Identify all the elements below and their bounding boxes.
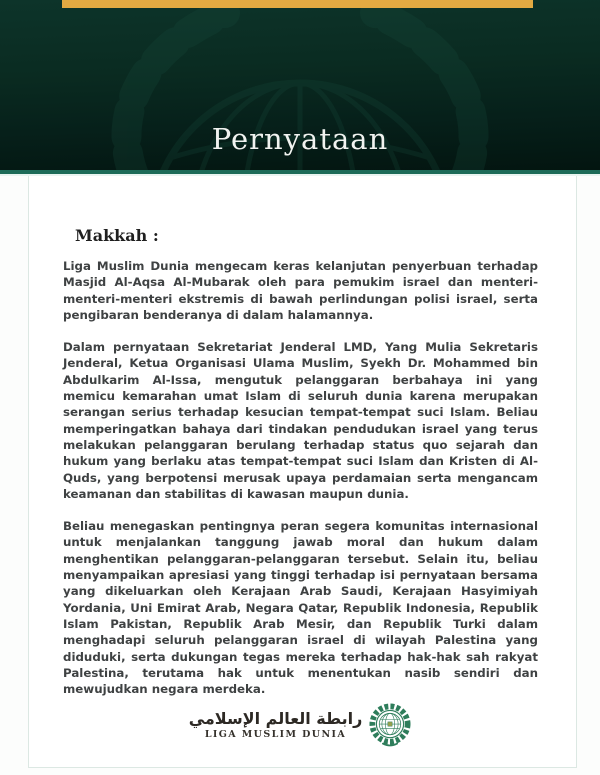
paragraph-3: Beliau menegaskan pentingnya peran segera komunitas internasional untuk menjalankan tanggung jawab moral dan hukum dalam menghentikan pelanggaran-pelanggaran tersebut. Selain itu, beliau menyampaikan apresiasi yang tinggi terhadap isi pernyataan bersama yang dikeluarkan oleh Kerajaan Arab Saudi, Kerajaan Hasyimiyah Yordania, Uni Emirat Arab, Negara Qatar, Republik Indonesia, Republik Islam Pakistan, Republik Arab Mesir, dan Republik Turki dalam menghadapi seluruh pelanggaran israel di wilayah Palestina yang diduduki, serta dukungan tegas mereka terhadap hak-hak sah rakyat Palestina, terutama hak untuk menentukan nasib sendiri dan mewujudkan negara merdeka. [63,519,538,697]
logo-arabic-calligraphy: رابطة العالم الإسلامي [188,709,363,728]
page-header [0,0,600,170]
footer-logo-text-block [189,710,363,740]
location-heading: Makkah : [75,226,159,245]
page-title: Pernyataan [211,122,389,156]
gold-accent-bar [62,0,533,8]
logo-wordmark: LIGA MUSLIM DUNIA [204,729,347,740]
statement-card [28,176,577,768]
footer-logo [0,703,600,747]
statement-body [63,258,538,697]
paragraph-1: Liga Muslim Dunia mengecam keras kelanjutan penyerbuan terhadap Masjid Al-Aqsa Al-Mubarak oleh para pemukim israel dan menteri-menteri-menteri ekstremis di bawah perlindungan polisi israel, serta pengibaran benderanya di dalam halamannya. [63,259,538,322]
mwl-emblem-icon [369,703,411,747]
paragraph-2: Dalam pernyataan Sekretariat Jenderal LMD, Yang Mulia Sekretaris Jenderal, Ketua Organisasi Ulama Muslim, Syekh Dr. Mohammed bin Abdulkarim Al-Issa, mengutuk pelanggaran berbahaya ini yang memicu kemarahan umat Islam di seluruh dunia karena merupakan serangan serius terhadap kesucian tempat-tempat suci Islam. Beliau memperingatkan bahaya dari tindakan pendudukan israel yang terus melakukan pelanggaran berulang terhadap status quo sejarah dan hukum yang berlaku atas tempat-tempat suci Islam dan Kristen di Al-Quds, yang berpotensi merusak upaya perdamaian serta mengancam keamanan dan stabilitas di kawasan maupun dunia. [63,340,538,501]
